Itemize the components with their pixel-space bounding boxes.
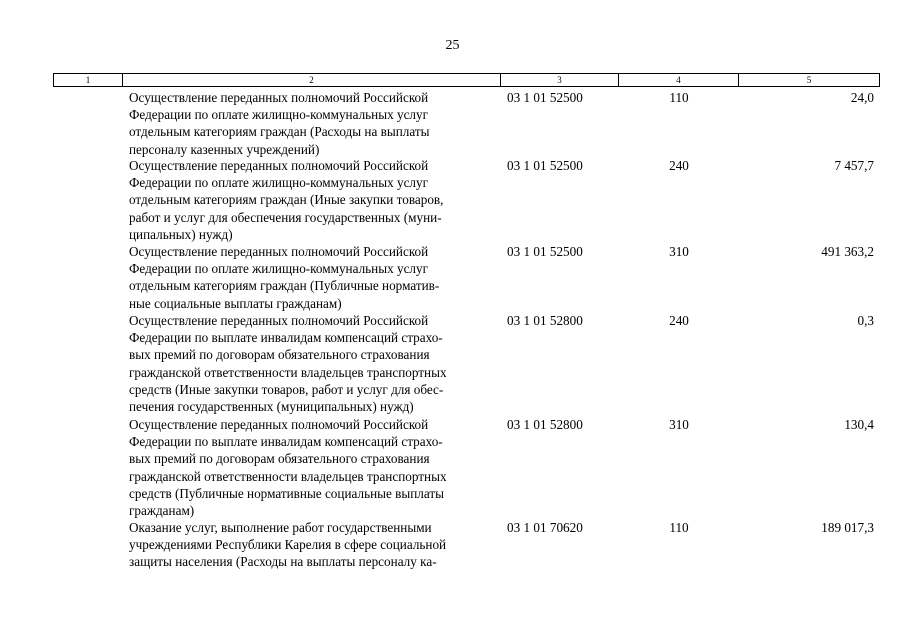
row-expense-type: 240 bbox=[669, 313, 689, 328]
table-header bbox=[53, 73, 880, 87]
row-amount: 0,3 bbox=[857, 313, 874, 328]
page-number: 25 bbox=[445, 38, 460, 53]
row-expense-type: 110 bbox=[669, 520, 689, 535]
row-description: Осуществление переданных полномочий Российской Федерации по выплате инвалидам компенсаций страхо- вых премий по договорам обязательного страхования гражданской ответственности владельцев транспортных средств (Публичные нормативные социальные выплаты гражданам) bbox=[129, 417, 447, 519]
row-amount: 491 363,2 bbox=[821, 244, 874, 259]
row-code: 03 1 01 52500 bbox=[507, 158, 583, 173]
header-col-3: 3 bbox=[501, 74, 619, 86]
header-col-1: 1 bbox=[54, 74, 123, 86]
row-description: Оказание услуг, выполнение работ государственными учреждениями Республики Карелия в сфере социальной защиты населения (Расходы на выплаты персоналу ка- bbox=[129, 520, 447, 570]
row-amount: 7 457,7 bbox=[834, 158, 874, 173]
row-expense-type: 240 bbox=[669, 158, 689, 173]
row-code: 03 1 01 52500 bbox=[507, 90, 583, 105]
row-expense-type: 310 bbox=[669, 244, 689, 259]
row-code: 03 1 01 70620 bbox=[507, 520, 583, 535]
row-expense-type: 310 bbox=[669, 417, 689, 432]
row-description: Осуществление переданных полномочий Российской Федерации по оплате жилищно-коммунальных услуг отдельным категориям граждан (Иные закупки товаров, работ и услуг для обеспечения государственных (муни- ципальных) нужд) bbox=[129, 158, 444, 242]
row-description: Осуществление переданных полномочий Российской Федерации по оплате жилищно-коммунальных услуг отдельным категориям граждан (Расходы на выплаты персоналу казенных учреждений) bbox=[129, 90, 430, 157]
header-col-2: 2 bbox=[123, 74, 501, 86]
row-code: 03 1 01 52800 bbox=[507, 417, 583, 432]
row-description: Осуществление переданных полномочий Российской Федерации по выплате инвалидам компенсаций страхо- вых премий по договорам обязательного страхования гражданской ответственности владельцев транспортных средств (Иные закупки товаров, работ и услуг для обес- печения государственных (муниципальных) нужд) bbox=[129, 313, 447, 415]
row-amount: 189 017,3 bbox=[821, 520, 874, 535]
row-code: 03 1 01 52500 bbox=[507, 244, 583, 259]
row-amount: 24,0 bbox=[850, 90, 874, 105]
row-description: Осуществление переданных полномочий Российской Федерации по оплате жилищно-коммунальных услуг отдельным категориям граждан (Публичные норматив- ные социальные выплаты гражданам) bbox=[129, 244, 440, 311]
header-col-4: 4 bbox=[619, 74, 739, 86]
row-amount: 130,4 bbox=[844, 417, 874, 432]
row-expense-type: 110 bbox=[669, 90, 689, 105]
header-col-5: 5 bbox=[806, 75, 812, 85]
row-code: 03 1 01 52800 bbox=[507, 313, 583, 328]
